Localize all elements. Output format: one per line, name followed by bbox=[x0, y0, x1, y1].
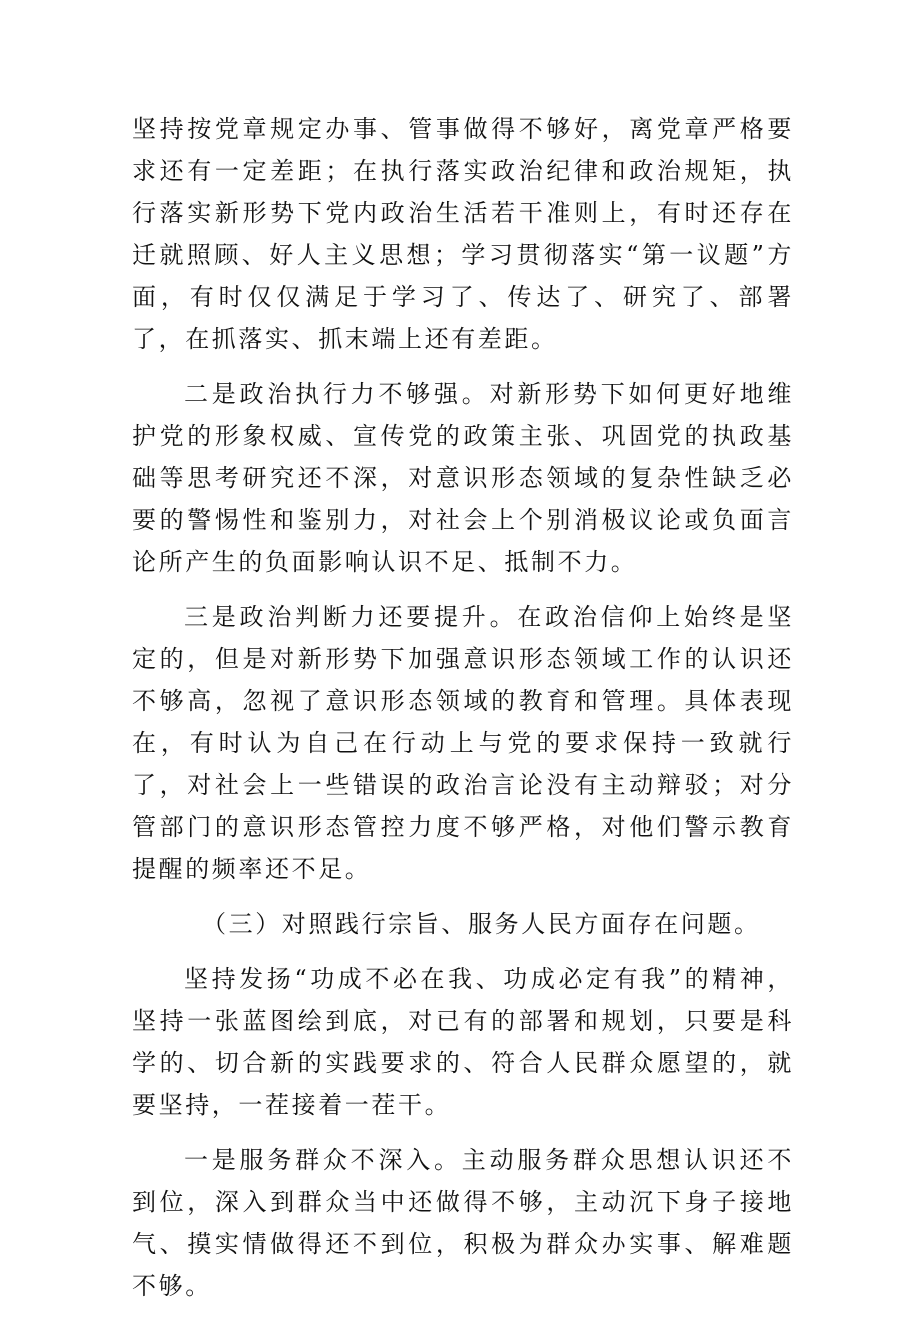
section-heading: （三）对照践行宗旨、服务人民方面存在问题。 bbox=[202, 910, 761, 938]
paragraph-political-judgment: 三是政治判断力还要提升。在政治信仰上始终是坚定的，但是对新形势下加强意识形态领域工作的认识还不够高，忽视了意识形态领域的教育和管理。具体表现在，有时认为自己在行动上与党的要求保持一致就行了，对社会上一些错误的政治言论没有主动辩驳；对分管部门的意识形态管控力度不够严格，对他们警示教育提醒的频率还不足。 bbox=[132, 603, 794, 883]
document-body bbox=[132, 108, 794, 1320]
paragraph-continuation: 坚持按党章规定办事、管事做得不够好，离党章严格要求还有一定差距；在执行落实政治纪律和政治规矩，执行落实新形势下党内政治生活若干准则上，有时还存在迁就照顾、好人主义思想；学习贯彻落实“第一议题”方面，有时仅仅满足于学习了、传达了、研究了、部署了，在抓落实、抓末端上还有差距。 bbox=[132, 115, 794, 353]
paragraph-political-execution: 二是政治执行力不够强。对新形势下如何更好地维护党的形象权威、宣传党的政策主张、巩固党的执政基础等思考研究还不深，对意识形态领域的复杂性缺乏必要的警惕性和鉴别力，对社会上个别消极议论或负面言论所产生的负面影响认识不足、抵制不力。 bbox=[132, 380, 794, 576]
paragraph-blueprint: 坚持发扬“功成不必在我、功成必定有我”的精神，坚持一张蓝图绘到底，对已有的部署和规划，只要是科学的、切合新的实践要求的、符合人民群众愿望的，就要坚持，一茬接着一茬干。 bbox=[132, 965, 794, 1119]
paragraph-serving-masses: 一是服务群众不深入。主动服务群众思想认识还不到位，深入到群众当中还做得不够，主动沉下身子接地气、摸实情做得还不到位，积极为群众办实事、解难题不够。 bbox=[132, 1146, 794, 1300]
